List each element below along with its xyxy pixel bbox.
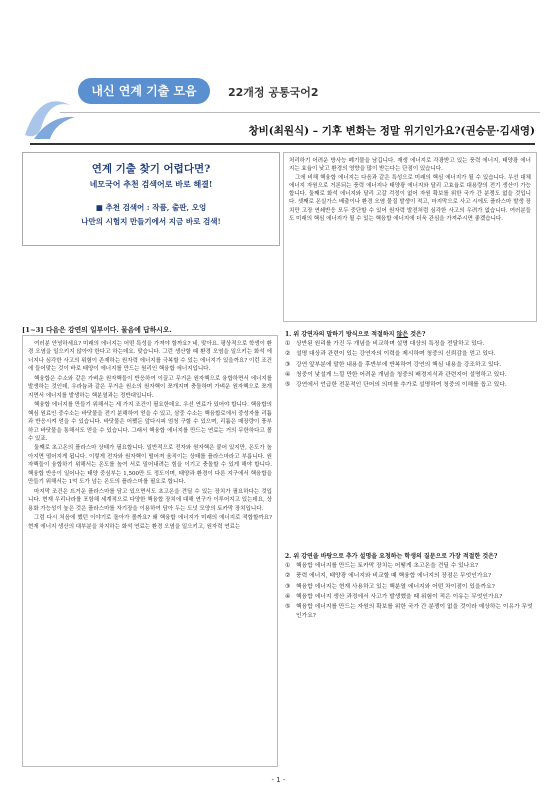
option-number: ④ [285,371,291,378]
edition-label: 22개정 공통국어2 [228,86,319,99]
passage-paragraph: 핵융합 에너지를 만들기 위해서는 세 가지 조건이 필요한데요. 우선 연료가 있어야 합니다. 핵융합의 핵심 원료인 중수소는 바닷물을 전기 분해하여 얻을 수 있고, 삼중 수소는 핵융합로에서 중성자를 리튬과 반응시켜 얻을 수 있습니다. 바닷물은 어쨌든 앞다시피 엄청 구할 수 있으며, 리튬은 매장량이 풍부하고 바닷물을 통해서도 얻을 수 있습니다. 그래서 핵융합 에너지를 만드는 연료는 거의 무한하다고 볼 수 있죠. [28,402,272,442]
passage-paragraph: 처리하기 어려운 방사능 폐기물을 남깁니다. 재생 에너지로 각광받고 있는 풍력 에너지, 태양광 에너지는 효율이 낮고 환경의 영향을 많이 받는다는 단점이 있습니다. [289,158,531,173]
option-number: ① [285,563,291,569]
passage-paragraph: 둘째로 초고온의 플라스마 상태가 필요합니다. 일반적으로 전자와 원자핵은 붙어 있지만, 온도가 높아지면 떨어지게 됩니다. 이렇게 전자와 원자핵이 떨어져 움직이는 상태를 플라스마라고 부릅니다. 원자핵들이 융합하기 위해서는 온도를 높여 서로 밀어내려는 힘을 이기고 충돌할 수 있게 해야 합니다. 핵융합 반응이 일어나는 태양 중심부는 1,500만 도 정도이며, 태양과 환경이 다른 지구에서 핵융합을 만들기 위해서는 1억 도가 넘는 온도의 플라스마를 필요로 합니다. [28,445,272,486]
answer-option[interactable] [285,572,537,581]
option-text: 핵융합 에너지를 만드는 토카막 장치는 어떻게 초고온을 견딜 수 있나요? [296,563,479,569]
option-text: 핵융합 에너지는 현재 사용하고 있는 핵분열 에너지와 어떤 차이점이 있을까요? [296,583,495,590]
option-text: 상반된 원리를 가진 두 개념을 비교하며 설명 대상의 특징을 전달하고 있다. [296,341,485,347]
page-title: 창비(최원식) – 기후 변화는 정말 위기인가요?(권승문·김새영) [248,125,535,137]
question-2 [285,552,537,622]
answer-option[interactable] [285,361,537,370]
question-1 [285,330,537,390]
option-number: ② [285,351,291,358]
answer-option[interactable] [285,603,537,622]
series-label-pill: 내신 연계 기출 모음 [78,78,210,104]
option-text: 강연 앞부분에 말한 내용을 후반부에 반복하여 강연의 핵심 내용을 강조하고 있다. [296,361,502,368]
promo-cta: 나만의 시험지 만들기에서 지금 바로 검색! [81,217,221,226]
option-text: 핵융합 에너지 생산 과정에서 사고가 발생했을 때 위험이 적은 이유는 무엇인가요? [296,593,503,600]
swoosh-logo-icon [20,95,80,145]
section-header: [1~3] 다음은 강연의 일부이다. 물음에 답하시오. [22,326,172,334]
promo-subheadline: 네모국어 추천 검색어로 바로 해결! [89,179,213,189]
header-band [0,0,557,140]
answer-option[interactable] [285,593,537,602]
option-text: 풍력 에너지, 태양광 에너지와 비교할 때 핵융합 에너지의 장점은 무엇인가요? [296,573,492,580]
option-number: ⑤ [285,382,291,389]
promo-headline: 연계 기출 찾기 어렵다면? [91,163,211,175]
passage-paragraph: 그럼 다시 처음에 했던 이야기로 돌아가 볼까요? 왜 핵융합 에너지가 미래의 에너지로 적합할까요? 현재 에너지 생산의 대부분을 차지하는 화석 연료는 환경 오염을 일으키고, 원자력 연료는 [28,515,272,530]
question-stem: 2. 위 강연을 바탕으로 추가 설명을 요청하는 학생의 질문으로 가장 적절한 것은? [285,553,498,560]
option-number: ③ [285,583,291,590]
stem-text: 것은? [408,331,426,338]
page-number: - 1 - [271,776,286,784]
answer-option[interactable] [285,350,537,359]
option-number: ③ [285,361,291,368]
answer-option[interactable] [285,340,537,349]
option-text: 청중이 낯설게 느낄 만한 어려운 개념을 청중의 배경지식과 관련지어 설명하고 있다. [296,371,507,378]
answer-option[interactable] [285,562,537,571]
passage-paragraph: 핵융합은 수소와 같은 가벼운 원자핵들이 반응하여 이끌고 무거운 원자핵으로 융합하면서 에너지를 발생하는 것인데, 우라늄과 같은 무거운 원소의 원자핵이 쪼개지며 충돌하며 가벼운 원자핵으로 쪼개지면서 에너지를 발생하는 핵분열과는 정반대입니다. [28,375,272,399]
option-text: 설명 대상과 관련이 있는 강연자의 이력을 제시하며 청중의 신뢰감을 얻고 있다. [296,351,496,358]
option-number: ④ [285,593,291,600]
title-divider [30,143,535,145]
option-number: ⑤ [285,604,291,611]
passage-paragraph: 마지막 조건은 뜨거운 플라스마를 담고 있으면서도 초고온을 견딜 수 있는 장치가 필요하다는 것입니다. 현재 우리나라를 포함해 세계적으로 다양한 핵융합 장치에 대해 연구가 이루어지고 있는데요, 상용화 가능성이 높은 것은 플라스마를 자기장을 이용하여 담아 두는 도넛 모양의 토카막 장치입니다. [28,488,272,512]
passage-left [22,335,278,767]
option-text: 핵융합 에너지를 만드는 자원의 확보를 위한 국가 간 분쟁이 없을 것이라 예상하는 이유가 무엇인가요? [296,604,533,620]
promo-keywords: ■ 추천 검색어 : 작품, 출판, 오엉 [95,203,207,212]
passage-paragraph: 그에 비해 핵융합 에너지는 다음과 같은 특성으로 미래의 핵심 에너지가 될 수 있습니다. 우선 대체 에너지 자원으로 거론되는 풍력 에너지나 태양광 에너지와 달리 고효율로 대용량의 전기 생산이 가능합니다. 둘째로 화석 에너지와 달리 고갈 걱정이 없어 자원 확보를 위한 국가 간 분쟁도 없을 것입니다. 셋째로 온실가스 배출이나 환경 오염 물질 발생이 적고, 마지막으로 사고 시에도 플라스마 발생 장치만 고장 연쇄반응 모두 중단할 수 있어 원자력 발전처럼 심각한 사고의 우려가 없습니다. 여러분들도 미래의 핵심 에너지가 될 수 있는 핵융합 에너지에 더욱 관심을 가져주시면 좋겠습니다. [289,174,531,223]
option-number: ① [285,341,291,347]
answer-option[interactable] [285,381,537,390]
passage-right [283,152,537,322]
answer-option[interactable] [285,583,537,592]
question-stem [285,330,537,339]
stem-text: 1. 위 강연자의 말하기 방식으로 적절하지 [285,331,397,338]
promo-box [22,152,280,246]
stem-emphasis: 않은 [396,331,409,338]
passage-paragraph: 여러분 안녕하세요? 미래의 에너지는 어떤 특성을 가져야 할까요? 네, 맞아요. 평상적으로 학생이 환경 오염을 일으키지 않아야 한다고 하는데요. 맞습니다. 그런 생산할 때 환경 오염을 일으키는 화석 에너지나 심각한 사고의 위험이 존재하는 원자력 에너지를 극복할 수 있는 에너지가 있을까요? 이런 조건에 들어맞는 것이 바로 태양이 에너지를 만드는 원리인 핵융합 에너지입니다. [28,341,272,373]
option-text: 강연에서 언급한 전문적인 단어의 의미를 추가로 설명하여 청중의 이해를 돕고 있다. [296,382,507,389]
header-divider [60,112,540,113]
option-number: ② [285,573,291,580]
answer-option[interactable] [285,371,537,380]
